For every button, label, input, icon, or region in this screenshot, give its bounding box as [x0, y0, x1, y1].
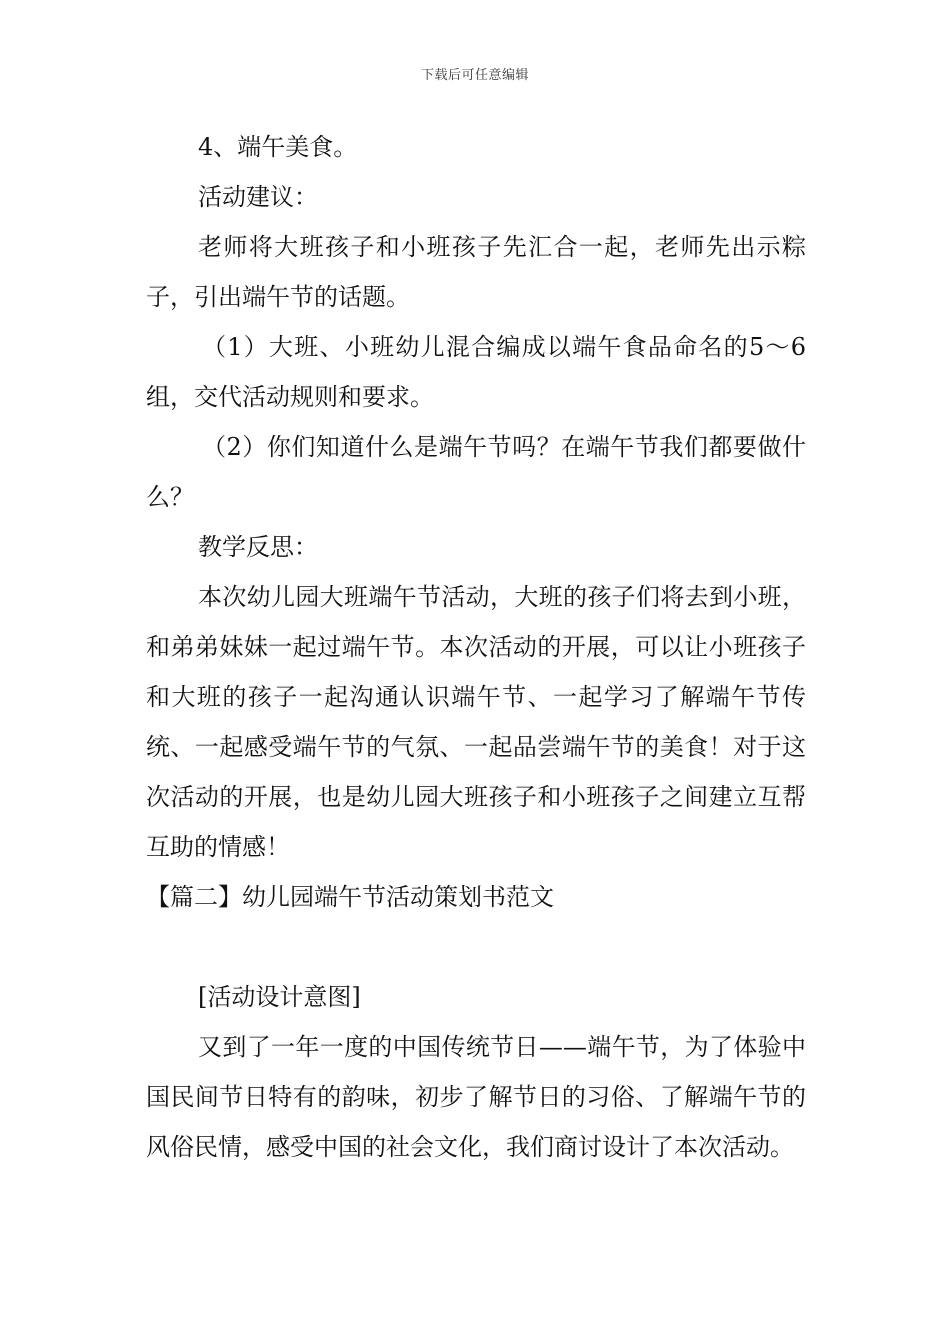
blank-line [146, 922, 806, 972]
document-body [146, 122, 806, 1172]
paragraph-step-2: （2）你们知道什么是端午节吗？在端午节我们都要做什么？ [146, 433, 806, 511]
paragraph-activity-suggestion: 活动建议： [198, 183, 318, 211]
page-header: 下载后可任意编辑 [420, 68, 529, 83]
paragraph-design-intent: 又到了一年一度的中国传统节日——端午节，为了体验中国民间节日特有的韵味，初步了解节日的习俗、了解端午节的风俗民情，感受中国的社会文化，我们商讨设计了本次活动。 [146, 1033, 806, 1161]
section-heading: 【篇二】幼儿园端午节活动策划书范文 [146, 883, 554, 911]
paragraph-design-intent-title: [活动设计意图] [198, 983, 361, 1011]
paragraph-step-1: （1）大班、小班幼儿混合编成以端午食品命名的5～6组，交代活动规则和要求。 [146, 333, 806, 411]
paragraph-reflection: 本次幼儿园大班端午节活动，大班的孩子们将去到小班，和弟弟妹妹一起过端午节。本次活动的开展，可以让小班孩子和大班的孩子一起沟通认识端午节、一起学习了解端午节传统、一起感受端午节的气氛、一起品尝端午节的美食！对于这次活动的开展，也是幼儿园大班孩子和小班孩子之间建立互帮互助的情感！ [146, 583, 806, 861]
paragraph-food: 4、端午美食。 [198, 133, 358, 161]
paragraph-reflection-title: 教学反思： [198, 533, 318, 561]
paragraph-teacher-intro: 老师将大班孩子和小班孩子先汇合一起，老师先出示粽子，引出端午节的话题。 [146, 233, 806, 311]
